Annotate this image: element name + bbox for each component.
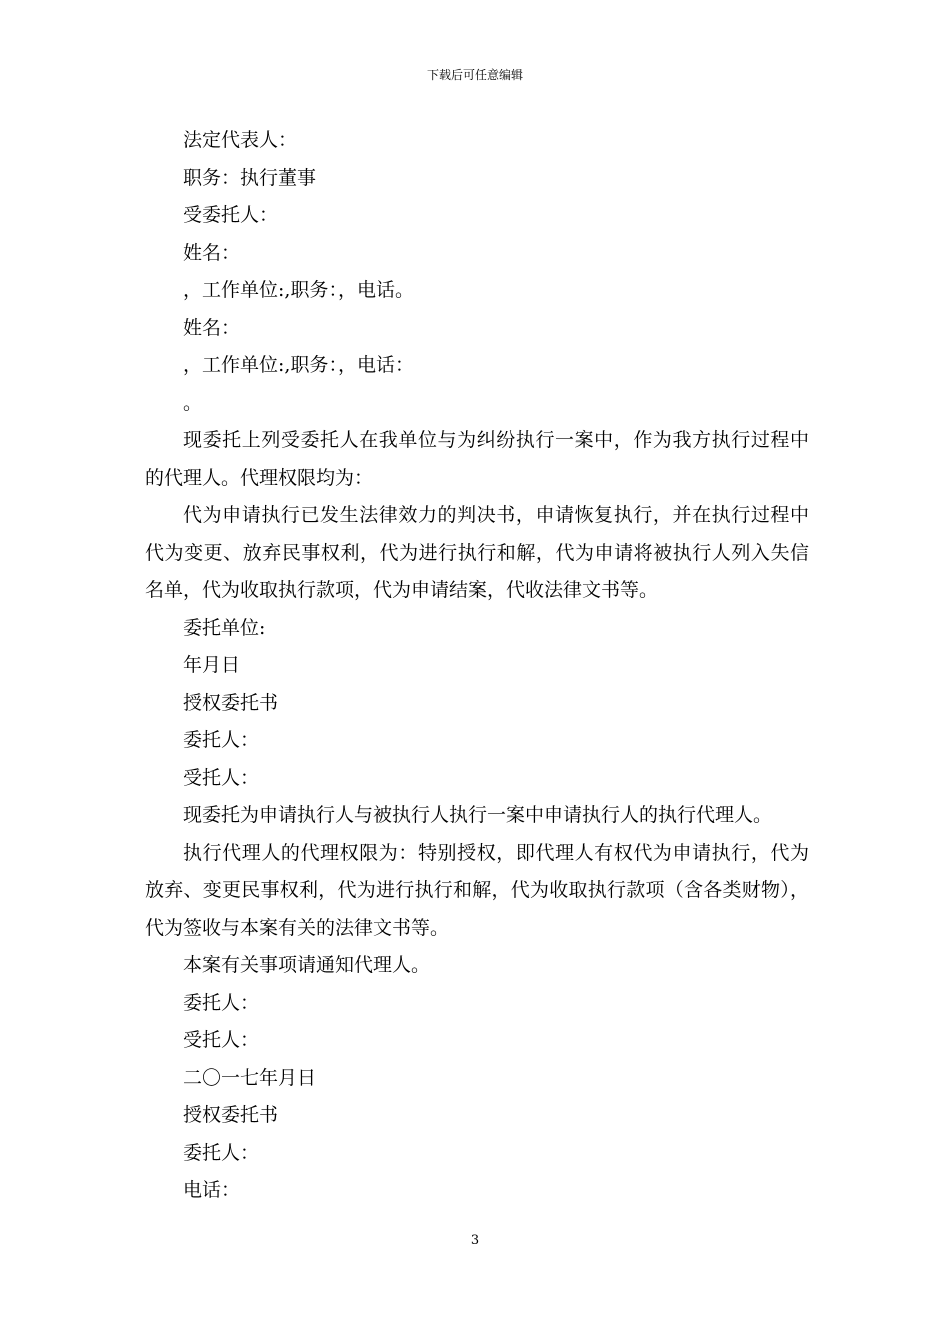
document-line: ，工作单位:,职务：，电话。 [183, 279, 414, 301]
document-line: 受托人： [183, 766, 260, 789]
document-line: 本案有关事项请通知代理人。 [183, 954, 431, 976]
document-line: 职务：执行董事 [183, 166, 317, 189]
document-line: 姓名： [183, 316, 241, 339]
document-line: 授权委托书 [183, 1104, 279, 1126]
page-number: 3 [470, 1233, 480, 1248]
document-line: 电话： [183, 1179, 241, 1201]
page-header: 下载后可任意编辑 [426, 68, 523, 82]
document-line: 。 [183, 391, 203, 414]
document-line: 受委托人： [183, 204, 279, 226]
document-line: 授权委托书 [183, 691, 279, 714]
document-line: 法定代表人： [183, 129, 298, 151]
document-line: 委托人： [183, 1141, 260, 1164]
document-line: 名单，代为收取执行款项，代为申请结案，代收法律文书等。 [145, 579, 659, 601]
document-line: 执行代理人的代理权限为：特别授权，即代理人有权代为申请执行，代为 [183, 841, 809, 864]
document-line: 委托单位: [183, 616, 266, 639]
document-line: 受托人： [183, 1029, 260, 1051]
document-line: 代为签收与本案有关的法律文书等。 [145, 916, 450, 939]
document-line: 的代理人。代理权限均为： [145, 466, 374, 489]
document-line: 代为申请执行已发生法律效力的判决书，申请恢复执行，并在执行过程中 [183, 504, 809, 526]
document-line: 委托人： [183, 729, 260, 751]
document-body [145, 122, 809, 1210]
document-line: 委托人： [183, 991, 260, 1014]
document-line: 年月日 [183, 654, 241, 676]
document-line: 二〇一七年月日 [183, 1066, 317, 1089]
document-line: ，工作单位:,职务：，电话： [183, 354, 414, 376]
document-line: 放弃、变更民事权利，代为进行执行和解，代为收取执行款项（含各类财物）， [145, 879, 809, 901]
document-line: 现委托上列受委托人在我单位与为纠纷执行一案中，作为我方执行过程中 [183, 429, 809, 451]
document-line: 姓名： [183, 241, 241, 264]
document-line: 现委托为申请执行人与被执行人执行一案中申请执行人的执行代理人。 [183, 804, 773, 826]
document-line: 代为变更、放弃民事权利，代为进行执行和解，代为申请将被执行人列入失信 [145, 541, 809, 564]
